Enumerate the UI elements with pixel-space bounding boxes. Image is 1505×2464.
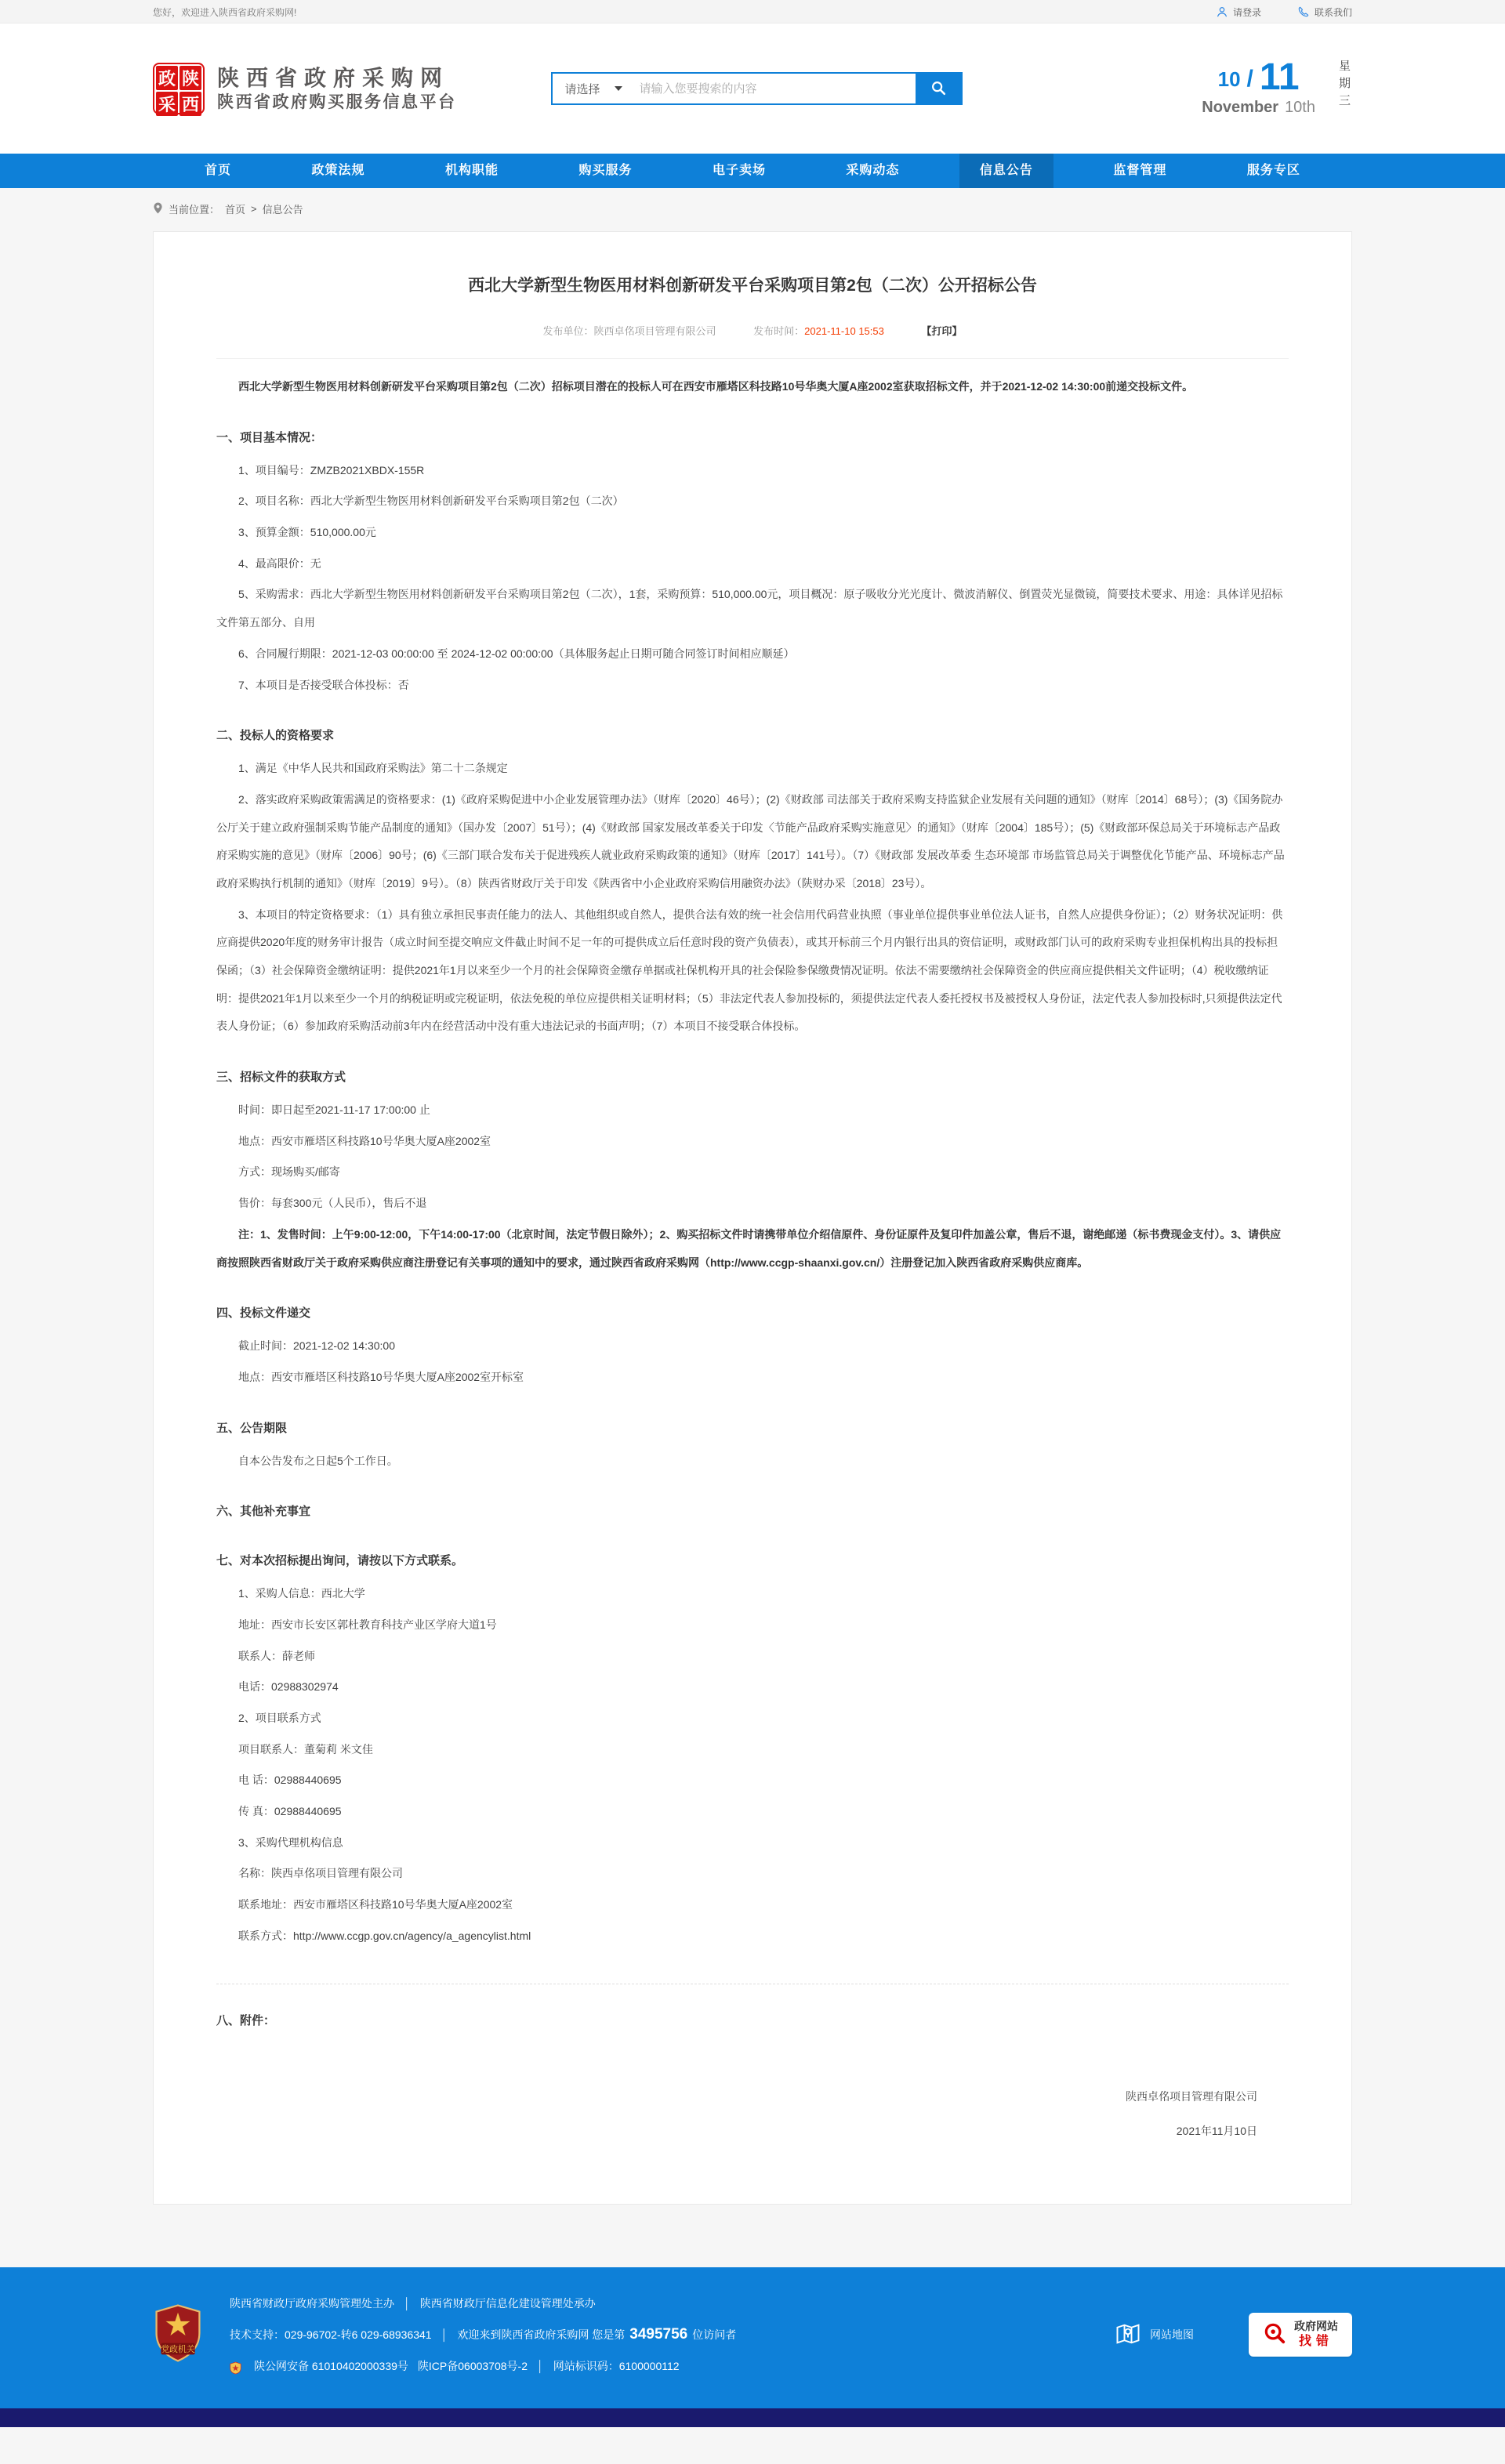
paragraph: 名称：陕西卓佲项目管理有限公司 <box>238 1867 403 1880</box>
date-day-number: 11 <box>1259 56 1300 98</box>
paragraph: 1、满足《中华人民共和国政府采购法》第二十二条规定 <box>238 762 508 775</box>
footer-site-code: 网站标识码：6100000112 <box>553 2360 680 2373</box>
article-meta: 发布单位：陕西卓佲项目管理有限公司 发布时间：2021-11-10 15:53 【打印】 <box>216 323 1289 359</box>
paragraph: 2、落实政府采购政策需满足的资格要求：(1)《政府采购促进中小企业发展管理办法》（财库〔2020〕46号）；(2)《财政部 司法部关于政府采购支持监狱企业发展有关问题的通知》（财库〔2014〕68号）；(3)《国务院办公厅关于建立政府强制采购节能产品制度的通知》（国办发〔2007〕51号）；(4)《财政部 国家发展改革委关于印发〈节能产品政府采购实施意见〉的通知》（财库〔2004〕185号）；(5)《财政部环保总局关于环境标志产品政府采购实施的意见》（财库〔2006〕90号；(6)《三部门联合发布关于促进残疾人就业政府采购政策的通知》（财库〔2017〕141号）。（7）《财政部 发展改革委 生态环境部 市场监管总局关于调整优化节能产品、环境标志产品政府采购执行机制的通知》（财库〔2019〕9号）。（8）陕西省财政厅关于印发《陕西省中小企业政府采购信用融资办法》（陕财办采〔2018〕23号）。 <box>216 792 1285 890</box>
nav-item-announcements[interactable]: 信息公告 <box>959 154 1054 188</box>
breadcrumb-home[interactable]: 首页 <box>225 204 246 216</box>
footer-beian-gongan: 陕公网安备 61010402000339号 <box>254 2360 408 2373</box>
section-heading: 六、其他补充事宜 <box>216 1505 311 1519</box>
agency-url-paragraph: 联系方式：http://www.ccgp.gov.cn/agency/a_agencylist.html <box>238 1929 531 1942</box>
paragraph: 自本公告发布之日起5个工作日。 <box>238 1454 398 1467</box>
nav-item-service-zone[interactable]: 服务专区 <box>1246 164 1300 177</box>
contact-link[interactable]: 联系我们 <box>1297 5 1352 19</box>
footer-tech-support: 技术支持：029-96702-转6 029-68936341 <box>230 2328 432 2342</box>
paragraph: 6、合同履行期限：2021-12-03 00:00:00 至 2024-12-02 00:00:00（具体服务起止日期可随合同签订时间相应顺延） <box>238 647 795 660</box>
site-subtitle: 陕西省政府购买服务信息平台 <box>217 92 457 111</box>
sitemap-link[interactable]: 网站地图 <box>1114 2320 1194 2350</box>
paragraph: 项目联系人：董菊莉 米文佳 <box>238 1742 373 1756</box>
phone-icon <box>1297 5 1310 18</box>
section-heading: 三、招标文件的获取方式 <box>216 1071 346 1085</box>
search-icon <box>930 79 947 99</box>
find-error-magnifier-icon <box>1263 2321 1286 2349</box>
bottom-strip <box>0 2408 1505 2427</box>
visitor-count: 3495756 <box>629 2326 688 2343</box>
breadcrumb: 当前位置： 首页 > 信息公告 <box>0 188 1505 228</box>
paragraph: 4、最高限价：无 <box>238 556 321 570</box>
welcome-text: 您好，欢迎进入陕西省政府采购网! <box>153 6 297 18</box>
user-icon <box>1216 5 1228 18</box>
chevron-down-icon <box>615 86 622 91</box>
paragraph: 5、采购需求：西北大学新型生物医用材料创新研发平台采购项目第2包（二次），1套，采购预算：510,000.00元，项目概况：原子吸收分光光度计、微波消解仪、倒置荧光显微镜，简要技术要求、用途：具体详见招标文件第五部分、自用 <box>216 588 1283 629</box>
paragraph: 售价：每套300元（人民币），售后不退 <box>238 1197 427 1210</box>
nav-item-home[interactable]: 首页 <box>205 164 232 177</box>
section-heading: 五、公告期限 <box>216 1421 288 1435</box>
login-link[interactable]: 请登录 <box>1216 5 1261 19</box>
paragraph: 1、采购人信息：西北大学 <box>238 1587 365 1600</box>
nav-item-policies[interactable]: 政策法规 <box>311 164 365 177</box>
topbar <box>0 0 1505 24</box>
paragraph: 截止时间：2021-12-02 14:30:00 <box>238 1339 395 1353</box>
date-month-number: 10 <box>1217 67 1241 92</box>
svg-text:党政机关: 党政机关 <box>161 2344 195 2354</box>
paragraph: 地点：西安市雁塔区科技路10号华奥大厦A座2002室 <box>238 1134 491 1147</box>
site-footer: 党政机关 陕西省财政厅政府采购管理处主办 │ 陕西省财政厅信息化建设管理处承办 技术支持：029-96702-转6 029-68936341 │ 欢迎来到陕西省政府采购网 您是第 3495756 位访问者 陕公网安备 61010402000339号 陕ICP备06003708号-2 │ 网站标识码：6100000112 网站地图 政府网站 找错 <box>0 2267 1505 2408</box>
signature-date: 2021年11月10日 <box>1176 2125 1257 2138</box>
publisher-name: 陕西卓佲项目管理有限公司 <box>593 325 716 337</box>
paragraph: 地点：西安市雁塔区科技路10号华奥大厦A座2002室开标室 <box>238 1370 524 1383</box>
search-input[interactable] <box>633 74 916 103</box>
paragraph: 电 话：02988440695 <box>238 1774 342 1787</box>
logo-stamp-icon: 政 陕 采 西 <box>153 63 205 114</box>
section-heading: 四、投标文件递交 <box>216 1306 311 1321</box>
note-paragraph: 注：1、发售时间：上午9:00-12:00，下午14:00-17:00（北京时间，法定节假日除外）；2、购买招标文件时请携带单位介绍信原件、身份证原件及复印件加盖公章，售后不退，谢绝邮递（标书费现金支付）。3、请供应商按照陕西省财政厅关于政府采购供应商注册登记有关事项的通知中的要求，通过陕西省政府采购网（http://www.ccgp-shaanxi.gov.cn/）注册登记加入陕西省政府采购供应商库。 <box>216 1227 1282 1269</box>
publish-time: 2021-11-10 15:53 <box>804 325 884 337</box>
paragraph: 2、项目名称：西北大学新型生物医用材料创新研发平台采购项目第2包（二次） <box>238 495 624 508</box>
paragraph: 7、本项目是否接受联合体投标：否 <box>238 678 409 691</box>
government-emblem-icon <box>153 2303 203 2367</box>
paragraph: 方式：现场购买/邮寄 <box>238 1165 340 1179</box>
paragraph: 地址：西安市长安区郭杜教育科技产业区学府大道1号 <box>238 1618 497 1631</box>
search-button[interactable] <box>916 74 961 103</box>
paragraph: 联系地址：西安市雁塔区科技路10号华奥大厦A座2002室 <box>238 1898 513 1911</box>
announcement-card <box>153 231 1352 2205</box>
nav-item-supervision[interactable]: 监督管理 <box>1113 164 1167 177</box>
site-name: 陕西省政府采购网 <box>217 65 450 90</box>
paragraph: 联系人：薛老师 <box>238 1649 315 1662</box>
paragraph: 3、采购代理机构信息 <box>238 1835 343 1849</box>
site-logo[interactable] <box>153 63 457 114</box>
nav-item-purchase-services[interactable]: 购买服务 <box>578 164 633 177</box>
nav-item-functions[interactable]: 机构职能 <box>444 164 499 177</box>
intro-paragraph: 西北大学新型生物医用材料创新研发平台采购项目第2包（二次）招标项目潜在的投标人可在西安市雁塔区科技路10号华奥大厦A座2002室获取招标文件，并于2021-12-02 14:30:00前递交投标文件。 <box>238 380 1194 393</box>
footer-beian-icp: 陕ICP备06003708号-2 <box>417 2360 528 2373</box>
section-heading-attachments: 八、附件： <box>216 2013 276 2027</box>
section-heading: 二、投标人的资格要求 <box>216 729 335 743</box>
paragraph: 电话：02988302974 <box>238 1680 339 1694</box>
signature-block <box>216 2079 1289 2150</box>
footer-host-org: 陕西省财政厅政府采购管理处主办 <box>230 2297 394 2310</box>
breadcrumb-current[interactable]: 信息公告 <box>262 204 303 216</box>
section-heading: 七、对本次招标提出询问，请按以下方式联系。 <box>216 1554 464 1568</box>
search-bar <box>551 72 963 105</box>
signature-company: 陕西卓佲项目管理有限公司 <box>1126 2089 1257 2103</box>
paragraph: 传 真：02988440695 <box>238 1805 342 1818</box>
location-pin-icon <box>153 202 163 216</box>
section-heading: 一、项目基本情况： <box>216 430 323 444</box>
site-header <box>0 24 1505 154</box>
date-month-name: November <box>1202 99 1279 117</box>
footer-undertake-org: 陕西省财政厅信息化建设管理处承办 <box>419 2297 596 2310</box>
paragraph: 时间：即日起至2021-11-17 17:00:00 止 <box>238 1103 430 1117</box>
paragraph: 3、本项目的特定资格要求：（1）具有独立承担民事责任能力的法人、其他组织或自然人，提供合法有效的统一社会信用代码营业执照（事业单位提供事业单位法人证书，自然人应提供身份证）；（2）财务状况证明：供应商提供2020年度的财务审计报告（成立时间至提交响应文件截止时间不足一年的可提供成立后任意时段的资产负债表），或其开标前三个月内银行出具的资信证明，或财政部门认可的政府采购专业担保机构出具的投标担保函；（3）社会保障资金缴纳证明：提供2021年1月以来至少一个月的社会保障资金缴存单据或社保机构开具的社会保险参保缴费情况证明。依法不需要缴纳社会保障资金的供应商应提供相关文件证明；（4）税收缴纳证明：提供2021年1月以来至少一个月的纳税证明或完税证明，依法免税的单位应提供相关证明材料；（5）非法定代表人参加投标的，须提供法定代表人委托授权书及被授权人身份证，法定代表人参加投标时,只须提供法定代表人身份证；（6）参加政府采购活动前3年内在经营活动中没有重大违法记录的书面声明；（7）本项目不接受联合体投标。 <box>216 908 1283 1033</box>
article-body <box>154 359 1351 2149</box>
search-category-select[interactable]: 请选择 <box>553 74 633 103</box>
date-widget: 10 / 11 November 10th 星期三 <box>1202 56 1351 117</box>
sitemap-map-icon <box>1114 2320 1142 2350</box>
print-button[interactable]: 【打印】 <box>921 325 963 337</box>
main-nav <box>0 154 1505 188</box>
find-gov-error-badge[interactable]: 政府网站 找错 <box>1249 2313 1352 2357</box>
nav-item-procurement-news[interactable]: 采购动态 <box>846 164 900 177</box>
date-weekday: 星期三 <box>1337 60 1351 111</box>
public-security-badge-icon <box>230 2361 241 2375</box>
nav-item-e-market[interactable]: 电子卖场 <box>712 164 766 177</box>
paragraph: 3、预算金额：510,000.00元 <box>238 526 376 539</box>
date-day-ordinal: 10th <box>1285 99 1315 117</box>
footer-visitor-text: 欢迎来到陕西省政府采购网 您是第 3495756 位访问者 <box>457 2326 737 2343</box>
page-title: 西北大学新型生物医用材料创新研发平台采购项目第2包（二次）公开招标公告 <box>468 277 1037 295</box>
paragraph: 2、项目联系方式 <box>238 1712 321 1724</box>
paragraph: 1、项目编号：ZMZB2021XBDX-155R <box>238 463 425 476</box>
